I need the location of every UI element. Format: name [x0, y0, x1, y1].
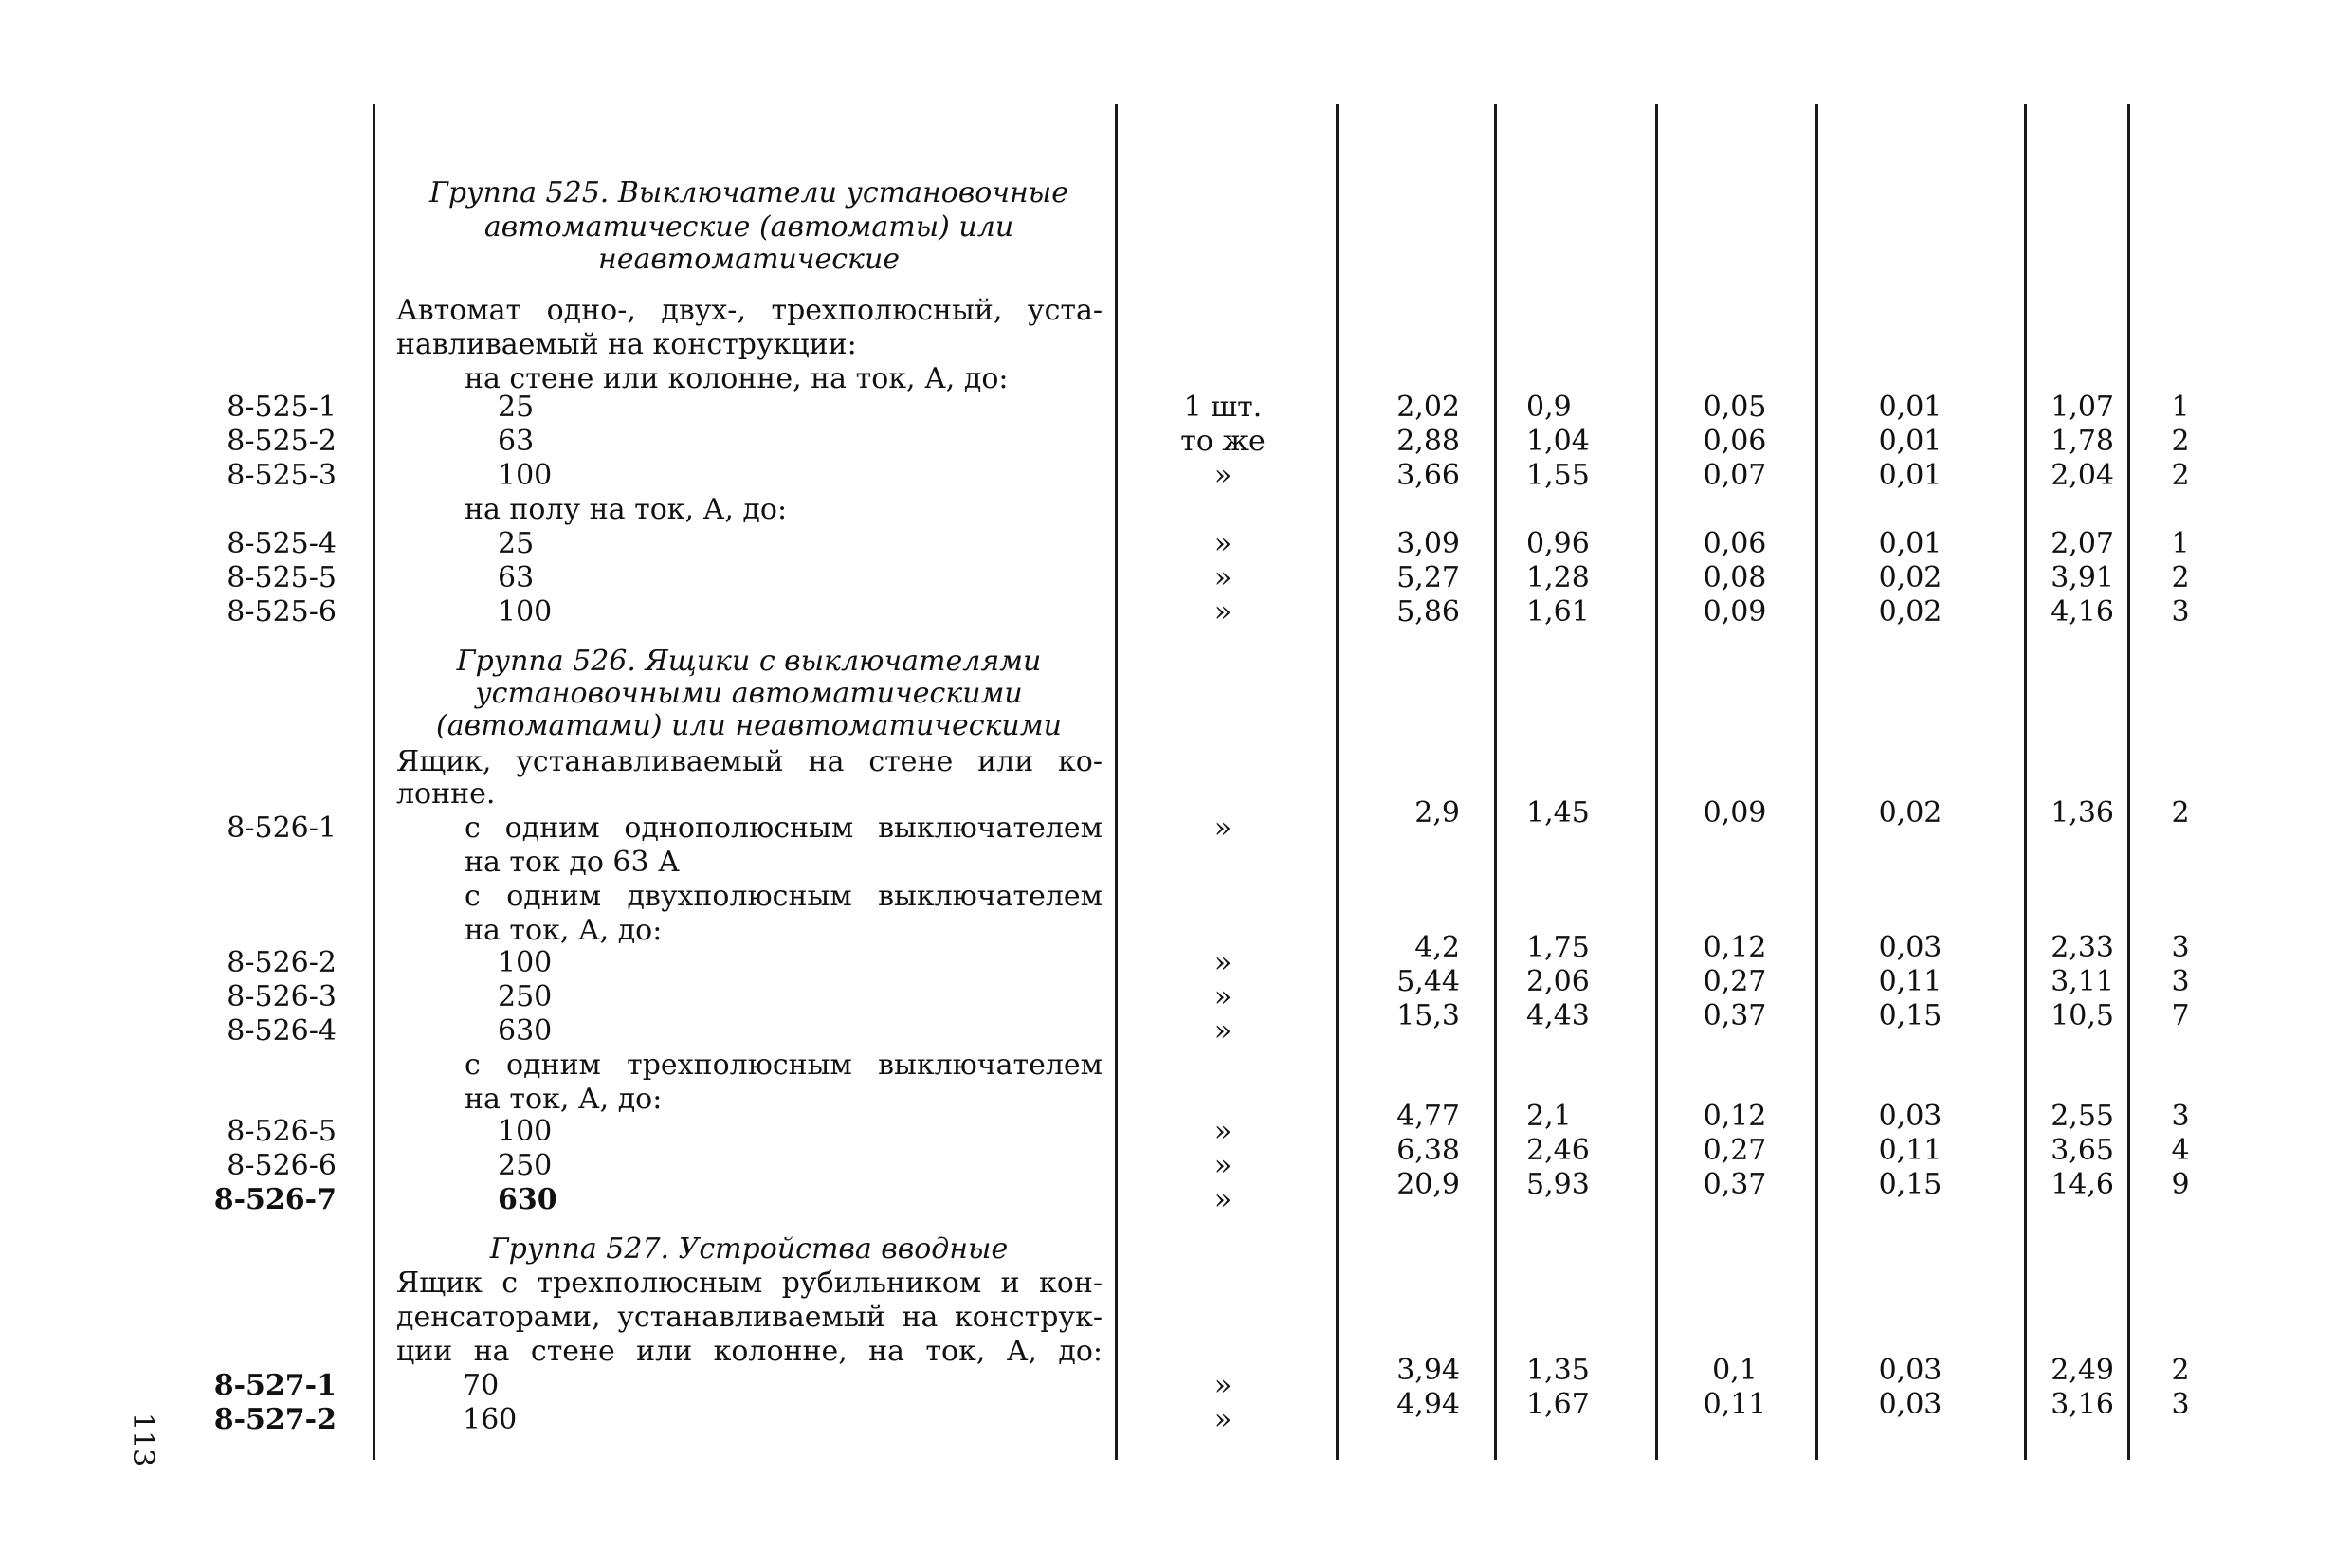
row-value: 1,04	[1526, 425, 1590, 458]
row-value: 0,09	[1703, 595, 1767, 629]
row-value: 2,55	[2051, 1100, 2114, 1133]
row-value: 1,36	[2051, 796, 2114, 830]
row-value: 0,11	[1878, 1134, 1942, 1167]
group-description: Автомат одно-, двух-, трехполюсный, уста-	[396, 294, 1103, 327]
group-description: Ящик, устанавливаемый на стене или ко-	[396, 745, 1103, 778]
row-value: 0,12	[1703, 1100, 1767, 1133]
column-rule	[1655, 104, 1658, 1460]
row-value: 2,07	[2051, 527, 2114, 560]
row-name: 630	[498, 1014, 553, 1048]
row-value: 5,86	[1396, 595, 1460, 629]
row-value: 3,65	[2051, 1134, 2114, 1167]
row-value: 0,08	[1703, 561, 1767, 594]
sub-heading: на ток, А, до:	[465, 914, 663, 947]
row-value: 1,35	[1526, 1354, 1590, 1387]
row-name: 25	[498, 527, 535, 560]
row-unit: »	[1213, 946, 1232, 979]
row-code: 8-526-2	[227, 946, 337, 979]
row-value: 2,33	[2051, 931, 2114, 964]
row-name: 100	[498, 1115, 553, 1148]
row-value: 2,46	[1526, 1134, 1590, 1167]
row-code: 8-527-2	[213, 1403, 337, 1436]
row-value: 1,07	[2051, 391, 2114, 424]
row-name: 63	[498, 561, 535, 594]
row-name: 100	[498, 459, 553, 492]
row-value: 1,75	[1526, 931, 1590, 964]
row-code: 8-526-7	[213, 1183, 337, 1216]
row-value: 1	[2171, 391, 2190, 424]
row-unit: »	[1213, 561, 1232, 594]
row-value: 15,3	[1396, 999, 1460, 1032]
group-description: навливаемый на конструкции:	[396, 328, 857, 361]
row-code: 8-526-5	[227, 1115, 337, 1148]
row-value: 1,55	[1526, 459, 1590, 492]
page-number: 113	[126, 1413, 159, 1468]
row-value: 0,01	[1878, 459, 1942, 492]
row-value: 0,06	[1703, 425, 1767, 458]
row-name: 70	[463, 1369, 500, 1402]
sub-heading: с одним однополюсным выключателем	[465, 811, 1103, 845]
group-heading: Группа 527. Устройства вводные	[489, 1232, 1009, 1266]
row-value: 0,37	[1703, 999, 1767, 1032]
row-value: 1,45	[1526, 796, 1590, 830]
row-code: 8-525-6	[227, 595, 337, 629]
row-value: 4	[2171, 1134, 2190, 1167]
row-value: 2,1	[1526, 1100, 1572, 1133]
row-value: 2	[2171, 425, 2190, 458]
row-name: 160	[463, 1403, 518, 1436]
group-description: денсаторами, устанавливаемый на конструк-	[396, 1301, 1103, 1334]
row-name: 100	[498, 595, 553, 629]
row-code: 8-527-1	[213, 1369, 337, 1402]
sub-heading: на ток до 63 А	[465, 846, 680, 879]
row-value: 0,01	[1878, 527, 1942, 560]
row-value: 0,03	[1878, 1100, 1942, 1133]
row-unit: »	[1213, 1149, 1232, 1182]
row-name: 63	[498, 425, 535, 458]
group-heading: автоматические (автоматы) или	[483, 210, 1014, 244]
sub-heading: на стене или колонне, на ток, А, до:	[465, 362, 1009, 395]
row-value: 0,1	[1712, 1354, 1758, 1387]
row-code: 8-525-3	[227, 459, 337, 492]
row-value: 2,02	[1396, 391, 1460, 424]
row-value: 4,77	[1396, 1100, 1460, 1133]
row-value: 0,27	[1703, 1134, 1767, 1167]
row-value: 0,96	[1526, 527, 1590, 560]
row-value: 14,6	[2051, 1168, 2114, 1201]
row-value: 3,09	[1396, 527, 1460, 560]
row-unit: »	[1213, 459, 1232, 492]
row-value: 10,5	[2051, 999, 2114, 1032]
row-value: 0,27	[1703, 965, 1767, 998]
row-value: 0,11	[1703, 1388, 1767, 1421]
row-code: 8-525-5	[227, 561, 337, 594]
row-value: 2,06	[1526, 965, 1590, 998]
row-value: 3	[2171, 595, 2190, 629]
row-unit: »	[1213, 980, 1232, 1013]
row-value: 3,66	[1396, 459, 1460, 492]
row-value: 2,88	[1396, 425, 1460, 458]
group-heading: (автоматами) или неавтоматическими	[436, 709, 1062, 742]
row-value: 1	[2171, 527, 2190, 560]
row-value: 4,94	[1396, 1388, 1460, 1421]
row-value: 0,01	[1878, 425, 1942, 458]
row-code: 8-526-6	[227, 1149, 337, 1182]
group-description: ции на стене или колонне, на ток, А, до:	[396, 1335, 1103, 1368]
row-code: 8-525-2	[227, 425, 337, 458]
row-value: 6,38	[1396, 1134, 1460, 1167]
row-value: 5,93	[1526, 1168, 1590, 1201]
row-value: 2	[2171, 459, 2190, 492]
row-value: 5,27	[1396, 561, 1460, 594]
row-value: 1,28	[1526, 561, 1590, 594]
row-name: 250	[498, 1149, 553, 1182]
row-code: 8-526-1	[227, 811, 337, 845]
sub-heading: с одним трехполюсным выключателем	[465, 1048, 1103, 1082]
row-value: 0,11	[1878, 965, 1942, 998]
row-name: 250	[498, 980, 553, 1013]
row-value: 2,49	[2051, 1354, 2114, 1387]
row-value: 7	[2171, 999, 2190, 1032]
sub-heading: на полу на ток, А, до:	[465, 493, 788, 526]
row-value: 1,78	[2051, 425, 2114, 458]
row-unit: »	[1213, 1014, 1232, 1048]
row-value: 2	[2171, 1354, 2190, 1387]
row-value: 0,09	[1703, 796, 1767, 830]
row-code: 8-525-1	[227, 391, 337, 424]
row-unit: то же	[1180, 425, 1266, 458]
row-value: 3,11	[2051, 965, 2114, 998]
row-unit: 1 шт.	[1183, 391, 1263, 424]
row-value: 5,44	[1396, 965, 1460, 998]
row-value: 0,9	[1526, 391, 1572, 424]
row-value: 0,02	[1878, 561, 1942, 594]
row-value: 2	[2171, 796, 2190, 830]
column-rule	[1815, 104, 1818, 1460]
column-rule	[2127, 104, 2130, 1460]
row-value: 1,61	[1526, 595, 1590, 629]
row-value: 2,9	[1414, 796, 1460, 830]
row-value: 0,07	[1703, 459, 1767, 492]
row-unit: »	[1213, 595, 1232, 629]
row-value: 9	[2171, 1168, 2190, 1201]
row-unit: »	[1213, 1369, 1232, 1402]
row-value: 0,05	[1703, 391, 1767, 424]
group-heading: Группа 525. Выключатели установочные	[429, 176, 1068, 210]
column-rule	[373, 104, 375, 1460]
row-value: 0,02	[1878, 595, 1942, 629]
group-description: Ящик с трехполюсным рубильником и кон-	[396, 1267, 1103, 1300]
column-rule	[1336, 104, 1339, 1460]
row-value: 3	[2171, 1100, 2190, 1133]
row-code: 8-526-4	[227, 1014, 337, 1048]
row-value: 0,03	[1878, 1388, 1942, 1421]
sub-heading: с одним двухполюсным выключателем	[465, 880, 1103, 913]
row-value: 0,03	[1878, 1354, 1942, 1387]
column-rule	[1494, 104, 1497, 1460]
row-name: 25	[498, 391, 535, 424]
row-value: 0,06	[1703, 527, 1767, 560]
row-unit: »	[1213, 1403, 1232, 1436]
group-heading: неавтоматические	[597, 243, 901, 276]
column-rule	[1115, 104, 1118, 1460]
row-value: 0,37	[1703, 1168, 1767, 1201]
row-value: 0,03	[1878, 931, 1942, 964]
row-value: 3,91	[2051, 561, 2114, 594]
row-code: 8-525-4	[227, 527, 337, 560]
row-value: 20,9	[1396, 1168, 1460, 1201]
row-unit: »	[1213, 527, 1232, 560]
row-value: 3	[2171, 931, 2190, 964]
row-value: 2,04	[2051, 459, 2114, 492]
row-value: 4,43	[1526, 999, 1590, 1032]
row-value: 3	[2171, 965, 2190, 998]
row-value: 4,2	[1414, 931, 1460, 964]
row-unit: »	[1213, 1183, 1232, 1216]
row-value: 0,15	[1878, 1168, 1942, 1201]
row-value: 0,01	[1878, 391, 1942, 424]
sub-heading: на ток, А, до:	[465, 1083, 663, 1116]
row-name: 100	[498, 946, 553, 979]
column-rule	[2024, 104, 2027, 1460]
row-name: 630	[498, 1183, 557, 1216]
row-code: 8-526-3	[227, 980, 337, 1013]
group-description: лонне.	[396, 777, 496, 811]
row-value: 3,16	[2051, 1388, 2114, 1421]
row-value: 1,67	[1526, 1388, 1590, 1421]
row-value: 3,94	[1396, 1354, 1460, 1387]
row-value: 4,16	[2051, 595, 2114, 629]
row-value: 2	[2171, 561, 2190, 594]
group-heading: установочными автоматическими	[475, 677, 1023, 710]
group-heading: Группа 526. Ящики с выключателями	[456, 645, 1042, 678]
row-value: 0,15	[1878, 999, 1942, 1032]
row-value: 0,12	[1703, 931, 1767, 964]
row-value: 0,02	[1878, 796, 1942, 830]
row-unit: »	[1213, 811, 1232, 845]
row-value: 3	[2171, 1388, 2190, 1421]
row-unit: »	[1213, 1115, 1232, 1148]
